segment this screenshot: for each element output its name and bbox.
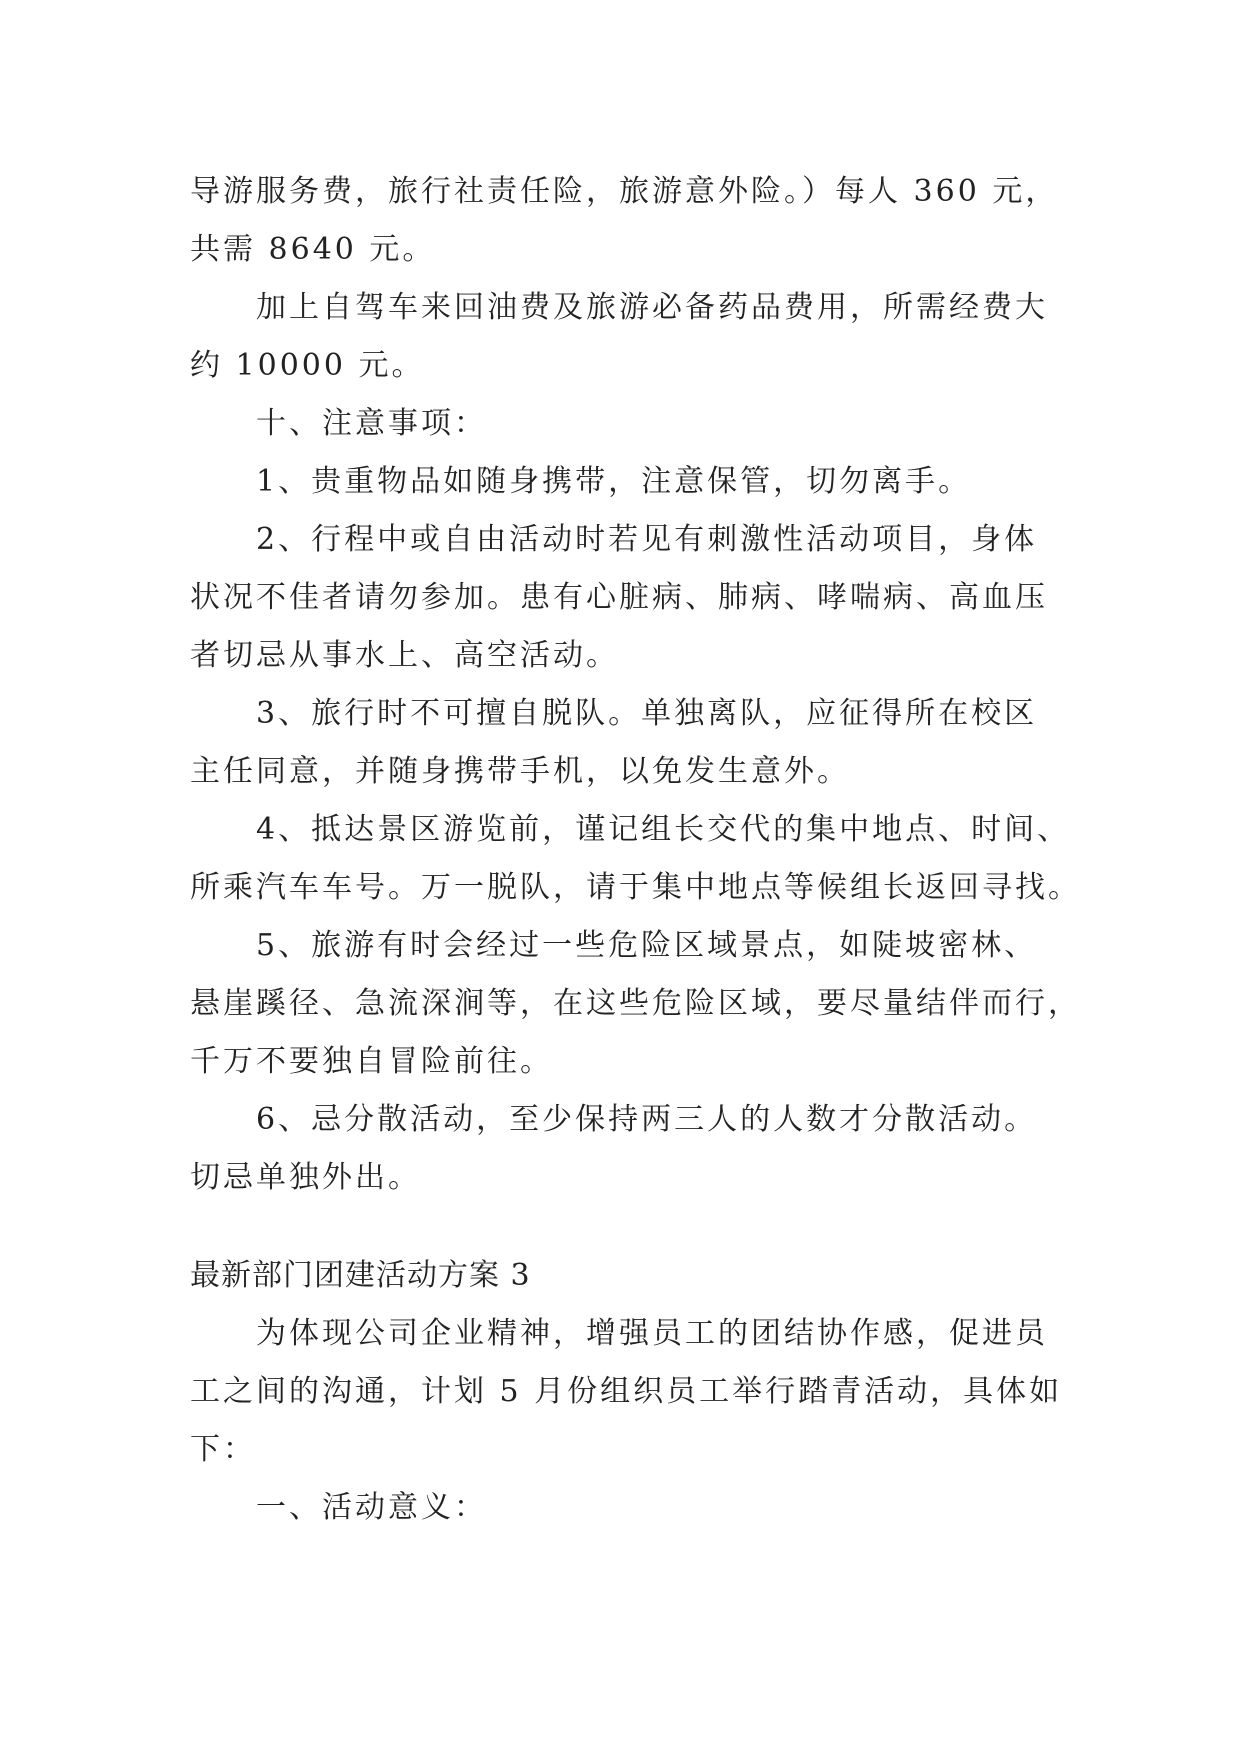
body-line: 共需 8640 元。 [190, 232, 436, 267]
list-item-4: 4、抵达景区游览前，谨记组长交代的集中地点、时间、 [256, 812, 1071, 847]
list-item-3: 3、旅行时不可擅自脱队。单独离队，应征得所在校区 [256, 696, 1038, 731]
body-line: 主任同意，并随身携带手机，以免发生意外。 [190, 754, 850, 789]
body-line: 状况不佳者请勿参加。患有心脏病、肺病、哮喘病、高血压 [190, 580, 1048, 615]
list-item-6: 6、忌分散活动，至少保持两三人的人数才分散活动。 [256, 1102, 1038, 1137]
body-line: 悬崖蹊径、急流深涧等，在这些危险区域，要尽量结伴而行， [190, 986, 1081, 1021]
section-heading: 十、注意事项： [256, 406, 487, 441]
list-item-5: 5、旅游有时会经过一些危险区域景点，如陡坡密林、 [256, 928, 1038, 963]
body-line: 千万不要独自冒险前往。 [190, 1044, 553, 1079]
body-line: 工之间的沟通，计划 5 月份组织员工举行踏青活动，具体如 [190, 1374, 1063, 1409]
section-heading: 一、活动意义： [256, 1490, 487, 1525]
body-line: 约 10000 元。 [190, 348, 425, 383]
body-line: 下： [190, 1432, 256, 1467]
body-line: 导游服务费，旅行社责任险，旅游意外险。）每人 360 元， [190, 174, 1059, 209]
list-item-2: 2、行程中或自由活动时若见有刺激性活动项目，身体 [256, 522, 1038, 557]
body-line: 所乘汽车车号。万一脱队，请于集中地点等候组长返回寻找。 [190, 870, 1081, 905]
document-section-title: 最新部门团建活动方案 3 [190, 1258, 531, 1293]
paragraph-line: 加上自驾车来回油费及旅游必备药品费用，所需经费大 [256, 290, 1048, 325]
paragraph-line: 为体现公司企业精神，增强员工的团结协作感，促进员 [256, 1316, 1048, 1351]
list-item-1: 1、贵重物品如随身携带，注意保管，切勿离手。 [256, 464, 972, 499]
body-line: 切忌单独外出。 [190, 1160, 421, 1195]
body-line: 者切忌从事水上、高空活动。 [190, 638, 619, 673]
